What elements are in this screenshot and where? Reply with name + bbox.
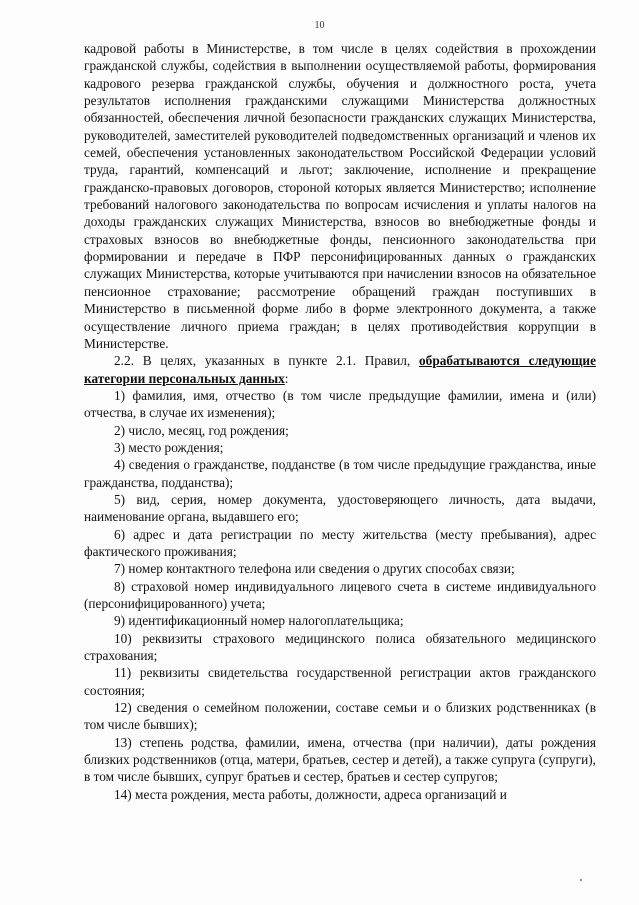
section-2-2-tail: : [284, 370, 289, 386]
list-item: 1) фамилия, имя, отчество (в том числе предыдущие фамилии, имена и (или) отчества, в случае их изменения); [84, 387, 596, 421]
list-item: 6) адрес и дата регистрации по месту жительства (месту пребывания), адрес фактического проживания; [84, 526, 596, 559]
list-item: 7) номер контактного телефона или сведения о других способах связи; [114, 561, 515, 577]
section-2-2-lead: 2.2. В целях, указанных в пункте 2.1. Правил, [114, 353, 411, 369]
page-number: 10 [314, 20, 325, 31]
intro-paragraph: кадровой работы в Министерстве, в том числе в целях содействия в прохождении гражданской службы, содействия в выполнении осуществляемой работы, формирования кадрового резерва гражданской службы, обучения и должностного роста, учета результатов исполнения гражданскими служащими Министерства должностных обязанностей, обеспечения личной безопасности гражданских служащих Министерства, руководителей, заместителей руководителей подведомственных организаций и членов их семей, обеспечения установленных законодательством Российской Федерации условий труда, гарантий, компенсаций и льгот; заключение, исполнение и прекращение гражданско-правовых договоров, стороной которых является Министерство; исполнение требований налогового законодательства по вопросам исчисления и уплаты налогов на доходы гражданских служащих Министерства, взносов во внебюджетные фонды и страховых взносов во внебюджетные фонды, пенсионного законодательства при формировании и передаче в ПФР персонифицированных данных о гражданских служащих Министерства, которые учитываются при начислении взносов на обязательное пенсионное страхование; рассмотрение обращений граждан поступивших в Министерство в письменной форме либо в форме электронного документа, а также осуществление личного приема граждан; в целях противодействия коррупции в Министерстве. [84, 41, 596, 351]
list-item: 5) вид, серия, номер документа, удостоверяющего личность, дата выдачи, наименование органа, выдавшего его; [84, 491, 596, 525]
scan-artifact [580, 879, 582, 881]
list-item: 14) места рождения, места работы, должности, адреса организаций и [114, 786, 507, 802]
list-item: 8) страховой номер индивидуального лицевого счета в системе индивидуального (персонифицированного) учета; [84, 578, 596, 611]
list-item: 4) сведения о гражданстве, подданстве (в том числе предыдущие гражданства, иные гражданства, подданства); [84, 457, 596, 490]
section-2-2-heading [84, 352, 596, 387]
list-item: 9) идентификационный номер налогоплательщика; [114, 613, 404, 629]
list-item: 10) реквизиты страхового медицинского полиса обязательного медицинского страхования; [84, 630, 596, 664]
list-item: 12) сведения о семейном положении, составе семьи и о близких родственниках (в том числе бывших); [84, 700, 596, 733]
list-item: 2) число, месяц, год рождения; [114, 422, 289, 438]
personal-data-list [84, 387, 596, 803]
list-item: 13) степень родства, фамилии, имена, отчества (при наличии), даты рождения близких родственников (отца, матери, братьев, сестер и детей), а также супруга (супруги), в том числе бывших, супруг братьев и сестер, братьев и сестер супругов; [84, 734, 596, 785]
list-item: 11) реквизиты свидетельства государственной регистрации актов гражданского состояния; [84, 665, 596, 698]
document-body [84, 40, 596, 803]
list-item: 3) место рождения; [114, 439, 224, 455]
section-2-2-emphasis: обрабатываются следующие категории персональных данных [84, 353, 596, 386]
